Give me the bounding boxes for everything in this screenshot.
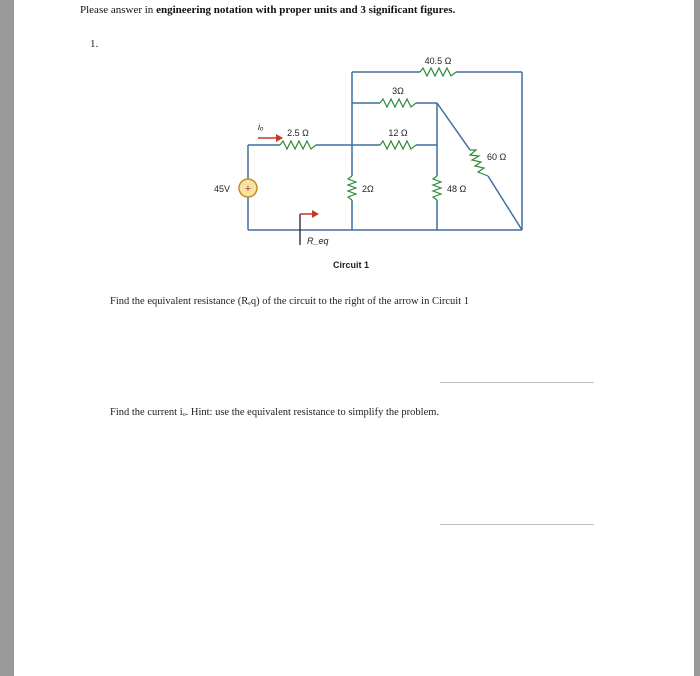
circuit-wires	[248, 72, 522, 230]
label-io: iₒ	[258, 122, 264, 132]
resistor-40-5	[420, 68, 456, 76]
question-1: Find the equivalent resistance (Rₑq) of the circuit to the right of the arrow in Circuit 1	[110, 296, 470, 307]
answer-line-1	[440, 382, 594, 383]
resistor-2-5	[280, 141, 316, 149]
label-2: 2Ω	[362, 184, 374, 194]
question-2: Find the current iₒ. Hint: use the equivalent resistance to simplify the problem.	[110, 407, 440, 418]
label-3: 3Ω	[392, 86, 404, 96]
label-60: 60 Ω	[487, 152, 507, 162]
current-arrow-io	[258, 134, 283, 142]
circuit-caption: Circuit 1	[333, 260, 370, 270]
label-40-5: 40.5 Ω	[424, 56, 452, 66]
answer-line-2	[440, 524, 594, 525]
svg-text:+: +	[244, 183, 252, 195]
voltage-source	[239, 179, 257, 197]
resistor-3	[380, 99, 416, 107]
label-12: 12 Ω	[388, 128, 408, 138]
resistor-48	[433, 176, 441, 200]
resistor-12	[380, 141, 416, 149]
source-label: 45V	[213, 184, 230, 194]
resistor-60	[470, 150, 488, 176]
label-2-5: 2.5 Ω	[287, 128, 309, 138]
question-number: 1.	[90, 38, 99, 50]
label-48: 48 Ω	[447, 184, 467, 194]
resistor-2	[348, 176, 356, 200]
instructions-text: Please answer in engineering notation with proper units and 3 significant figures.	[80, 4, 456, 16]
label-req: R_eq	[307, 236, 329, 246]
